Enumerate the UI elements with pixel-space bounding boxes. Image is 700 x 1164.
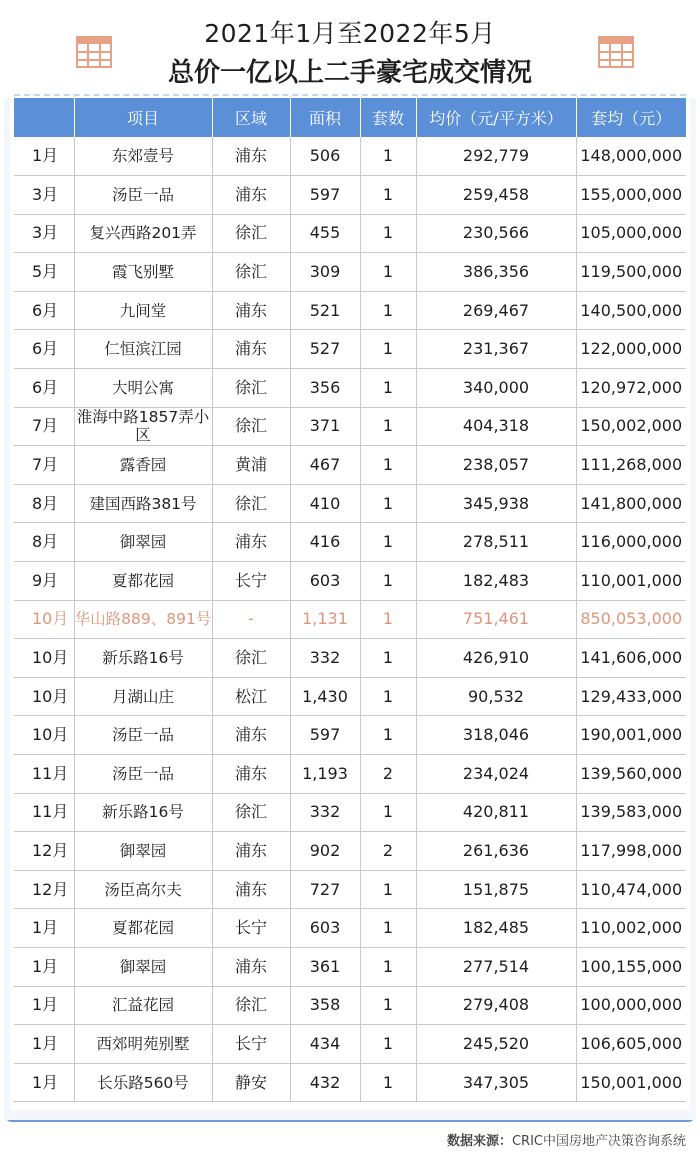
cell-month: 6月 xyxy=(14,330,74,369)
table-row xyxy=(14,1063,686,1102)
cell-project: 月湖山庄 xyxy=(74,677,212,716)
cell-project: 汤臣一品 xyxy=(74,716,212,755)
col-header-avg-price: 均价（元/平方米） xyxy=(416,98,576,137)
cell-district: 徐汇 xyxy=(212,793,290,832)
cell-project: 大明公寓 xyxy=(74,369,212,408)
table-row xyxy=(14,716,686,755)
cell-month: 9月 xyxy=(14,562,74,601)
cell-project: 汤臣一品 xyxy=(74,755,212,794)
cell-month: 10月 xyxy=(14,677,74,716)
table-row xyxy=(14,253,686,292)
cell-area: 521 xyxy=(290,291,360,330)
cell-area: 506 xyxy=(290,137,360,176)
cell-district: 长宁 xyxy=(212,909,290,948)
cell-month: 1月 xyxy=(14,1025,74,1064)
cell-district: - xyxy=(212,600,290,639)
cell-avg-price: 420,811 xyxy=(416,793,576,832)
table-row xyxy=(14,369,686,408)
cell-total: 105,000,000 xyxy=(576,214,686,253)
cell-project: 汤臣一品 xyxy=(74,176,212,215)
cell-avg-price: 269,467 xyxy=(416,291,576,330)
cell-district: 浦东 xyxy=(212,832,290,871)
cell-district: 徐汇 xyxy=(212,986,290,1025)
cell-total: 110,474,000 xyxy=(576,870,686,909)
cell-month: 8月 xyxy=(14,523,74,562)
cell-month: 12月 xyxy=(14,870,74,909)
cell-area: 1,430 xyxy=(290,677,360,716)
cell-area: 603 xyxy=(290,562,360,601)
cell-district: 浦东 xyxy=(212,176,290,215)
cell-units: 1 xyxy=(360,291,416,330)
cell-district: 静安 xyxy=(212,1063,290,1102)
cell-district: 长宁 xyxy=(212,562,290,601)
cell-project: 淮海中路1857弄小区 xyxy=(74,407,212,446)
table-icon xyxy=(598,36,634,68)
transactions-table xyxy=(14,98,686,1102)
col-header-units: 套数 xyxy=(360,98,416,137)
cell-units: 1 xyxy=(360,1063,416,1102)
table-row xyxy=(14,523,686,562)
cell-total: 139,583,000 xyxy=(576,793,686,832)
cell-area: 467 xyxy=(290,446,360,485)
cell-project: 建国西路381号 xyxy=(74,484,212,523)
cell-area: 361 xyxy=(290,947,360,986)
cell-district: 浦东 xyxy=(212,137,290,176)
cell-avg-price: 426,910 xyxy=(416,639,576,678)
cell-units: 1 xyxy=(360,947,416,986)
col-header-district: 区域 xyxy=(212,98,290,137)
cell-total: 110,001,000 xyxy=(576,562,686,601)
cell-total: 141,800,000 xyxy=(576,484,686,523)
cell-month: 11月 xyxy=(14,755,74,794)
cell-district: 徐汇 xyxy=(212,253,290,292)
cell-total: 110,002,000 xyxy=(576,909,686,948)
cell-avg-price: 277,514 xyxy=(416,947,576,986)
cell-units: 1 xyxy=(360,446,416,485)
cell-total: 140,500,000 xyxy=(576,291,686,330)
cell-project: 御翠园 xyxy=(74,523,212,562)
cell-month: 10月 xyxy=(14,716,74,755)
cell-district: 浦东 xyxy=(212,330,290,369)
cell-total: 150,002,000 xyxy=(576,407,686,446)
cell-district: 松江 xyxy=(212,677,290,716)
cell-area: 727 xyxy=(290,870,360,909)
cell-month: 8月 xyxy=(14,484,74,523)
table-row xyxy=(14,330,686,369)
cell-avg-price: 292,779 xyxy=(416,137,576,176)
cell-total: 155,000,000 xyxy=(576,176,686,215)
cell-project: 华山路889、891号 xyxy=(74,600,212,639)
cell-units: 1 xyxy=(360,523,416,562)
cell-units: 1 xyxy=(360,369,416,408)
cell-avg-price: 234,024 xyxy=(416,755,576,794)
source-label: 数据来源： xyxy=(446,1134,512,1149)
cell-total: 119,500,000 xyxy=(576,253,686,292)
cell-avg-price: 340,000 xyxy=(416,369,576,408)
cell-month: 10月 xyxy=(14,600,74,639)
cell-project: 汤臣高尔夫 xyxy=(74,870,212,909)
cell-project: 九间堂 xyxy=(74,291,212,330)
cell-avg-price: 318,046 xyxy=(416,716,576,755)
cell-district: 浦东 xyxy=(212,947,290,986)
cell-units: 2 xyxy=(360,832,416,871)
cell-month: 6月 xyxy=(14,291,74,330)
cell-month: 10月 xyxy=(14,639,74,678)
cell-units: 1 xyxy=(360,600,416,639)
cell-units: 1 xyxy=(360,677,416,716)
cell-project: 仁恒滨江园 xyxy=(74,330,212,369)
cell-area: 434 xyxy=(290,1025,360,1064)
cell-total: 150,001,000 xyxy=(576,1063,686,1102)
cell-month: 5月 xyxy=(14,253,74,292)
table-row xyxy=(14,639,686,678)
table-row xyxy=(14,176,686,215)
cell-area: 371 xyxy=(290,407,360,446)
cell-avg-price: 404,318 xyxy=(416,407,576,446)
cell-avg-price: 245,520 xyxy=(416,1025,576,1064)
cell-month: 12月 xyxy=(14,832,74,871)
cell-project: 夏都花园 xyxy=(74,562,212,601)
cell-avg-price: 231,367 xyxy=(416,330,576,369)
cell-district: 徐汇 xyxy=(212,484,290,523)
table-row xyxy=(14,870,686,909)
cell-avg-price: 151,875 xyxy=(416,870,576,909)
cell-units: 1 xyxy=(360,870,416,909)
cell-project: 西郊明苑别墅 xyxy=(74,1025,212,1064)
table-row xyxy=(14,562,686,601)
cell-district: 浦东 xyxy=(212,870,290,909)
cell-total: 117,998,000 xyxy=(576,832,686,871)
page-subtitle: 总价一亿以上二手豪宅成交情况 xyxy=(167,58,532,88)
cell-area: 1,131 xyxy=(290,600,360,639)
col-header-area: 面积 xyxy=(290,98,360,137)
cell-units: 1 xyxy=(360,986,416,1025)
cell-total: 190,001,000 xyxy=(576,716,686,755)
cell-area: 527 xyxy=(290,330,360,369)
cell-project: 御翠园 xyxy=(74,832,212,871)
table-row xyxy=(14,291,686,330)
table-row xyxy=(14,793,686,832)
cell-district: 徐汇 xyxy=(212,639,290,678)
cell-month: 1月 xyxy=(14,986,74,1025)
table-row xyxy=(14,407,686,446)
cell-project: 霞飞别墅 xyxy=(74,253,212,292)
table-row xyxy=(14,446,686,485)
table-row xyxy=(14,986,686,1025)
cell-month: 11月 xyxy=(14,793,74,832)
cell-district: 徐汇 xyxy=(212,407,290,446)
cell-area: 455 xyxy=(290,214,360,253)
cell-units: 1 xyxy=(360,137,416,176)
cell-area: 597 xyxy=(290,716,360,755)
cell-district: 浦东 xyxy=(212,755,290,794)
cell-month: 3月 xyxy=(14,214,74,253)
table-row xyxy=(14,484,686,523)
col-header-project: 项目 xyxy=(74,98,212,137)
cell-units: 1 xyxy=(360,330,416,369)
cell-units: 1 xyxy=(360,793,416,832)
cell-avg-price: 238,057 xyxy=(416,446,576,485)
table-row xyxy=(14,909,686,948)
cell-project: 东郊壹号 xyxy=(74,137,212,176)
divider xyxy=(14,94,686,96)
cell-district: 徐汇 xyxy=(212,214,290,253)
cell-units: 1 xyxy=(360,484,416,523)
cell-units: 1 xyxy=(360,1025,416,1064)
cell-district: 徐汇 xyxy=(212,369,290,408)
cell-project: 夏都花园 xyxy=(74,909,212,948)
cell-avg-price: 259,458 xyxy=(416,176,576,215)
table-row xyxy=(14,1025,686,1064)
cell-area: 603 xyxy=(290,909,360,948)
cell-area: 332 xyxy=(290,793,360,832)
cell-units: 1 xyxy=(360,639,416,678)
cell-total: 139,560,000 xyxy=(576,755,686,794)
cell-area: 309 xyxy=(290,253,360,292)
cell-month: 7月 xyxy=(14,407,74,446)
cell-units: 1 xyxy=(360,176,416,215)
table-body xyxy=(14,137,686,1102)
col-header-total: 套均（元） xyxy=(576,98,686,137)
cell-total: 106,605,000 xyxy=(576,1025,686,1064)
cell-month: 1月 xyxy=(14,137,74,176)
cell-units: 1 xyxy=(360,716,416,755)
cell-avg-price: 386,356 xyxy=(416,253,576,292)
cell-units: 1 xyxy=(360,909,416,948)
cell-units: 1 xyxy=(360,407,416,446)
cell-avg-price: 182,483 xyxy=(416,562,576,601)
cell-area: 356 xyxy=(290,369,360,408)
cell-avg-price: 261,636 xyxy=(416,832,576,871)
cell-units: 2 xyxy=(360,755,416,794)
cell-project: 长乐路560号 xyxy=(74,1063,212,1102)
cell-avg-price: 751,461 xyxy=(416,600,576,639)
cell-project: 汇益花园 xyxy=(74,986,212,1025)
table-row xyxy=(14,137,686,176)
cell-month: 3月 xyxy=(14,176,74,215)
cell-district: 浦东 xyxy=(212,523,290,562)
cell-district: 黄浦 xyxy=(212,446,290,485)
cell-total: 116,000,000 xyxy=(576,523,686,562)
data-source xyxy=(447,1130,686,1149)
cell-total: 120,972,000 xyxy=(576,369,686,408)
cell-units: 1 xyxy=(360,214,416,253)
cell-area: 597 xyxy=(290,176,360,215)
source-text: CRIC中国房地产决策咨询系统 xyxy=(511,1134,686,1149)
cell-month: 1月 xyxy=(14,947,74,986)
cell-project: 新乐路16号 xyxy=(74,639,212,678)
cell-project: 御翠园 xyxy=(74,947,212,986)
table-row xyxy=(14,677,686,716)
cell-area: 1,193 xyxy=(290,755,360,794)
cell-total: 129,433,000 xyxy=(576,677,686,716)
table-row xyxy=(14,832,686,871)
cell-total: 111,268,000 xyxy=(576,446,686,485)
cell-district: 浦东 xyxy=(212,716,290,755)
cell-avg-price: 345,938 xyxy=(416,484,576,523)
cell-area: 358 xyxy=(290,986,360,1025)
cell-avg-price: 347,305 xyxy=(416,1063,576,1102)
cell-total: 148,000,000 xyxy=(576,137,686,176)
col-header-month xyxy=(14,98,74,137)
table-row xyxy=(14,214,686,253)
cell-project: 新乐路16号 xyxy=(74,793,212,832)
cell-avg-price: 230,566 xyxy=(416,214,576,253)
cell-month: 1月 xyxy=(14,909,74,948)
cell-area: 332 xyxy=(290,639,360,678)
title-area xyxy=(0,8,700,92)
page-title: 2021年1月至2022年5月 xyxy=(204,19,496,48)
cell-project: 露香园 xyxy=(74,446,212,485)
cell-avg-price: 90,532 xyxy=(416,677,576,716)
cell-total: 850,053,000 xyxy=(576,600,686,639)
cell-total: 100,000,000 xyxy=(576,986,686,1025)
cell-units: 1 xyxy=(360,253,416,292)
cell-avg-price: 278,511 xyxy=(416,523,576,562)
cell-total: 122,000,000 xyxy=(576,330,686,369)
cell-total: 141,606,000 xyxy=(576,639,686,678)
cell-avg-price: 279,408 xyxy=(416,986,576,1025)
cell-area: 432 xyxy=(290,1063,360,1102)
cell-area: 902 xyxy=(290,832,360,871)
cell-district: 浦东 xyxy=(212,291,290,330)
cell-month: 6月 xyxy=(14,369,74,408)
table-row xyxy=(14,755,686,794)
table-header-row xyxy=(14,98,686,137)
cell-district: 长宁 xyxy=(212,1025,290,1064)
cell-avg-price: 182,485 xyxy=(416,909,576,948)
cell-units: 1 xyxy=(360,562,416,601)
cell-project: 复兴西路201弄 xyxy=(74,214,212,253)
cell-total: 100,155,000 xyxy=(576,947,686,986)
cell-area: 410 xyxy=(290,484,360,523)
table-row xyxy=(14,947,686,986)
table-row xyxy=(14,600,686,639)
cell-month: 7月 xyxy=(14,446,74,485)
cell-month: 1月 xyxy=(14,1063,74,1102)
cell-area: 416 xyxy=(290,523,360,562)
